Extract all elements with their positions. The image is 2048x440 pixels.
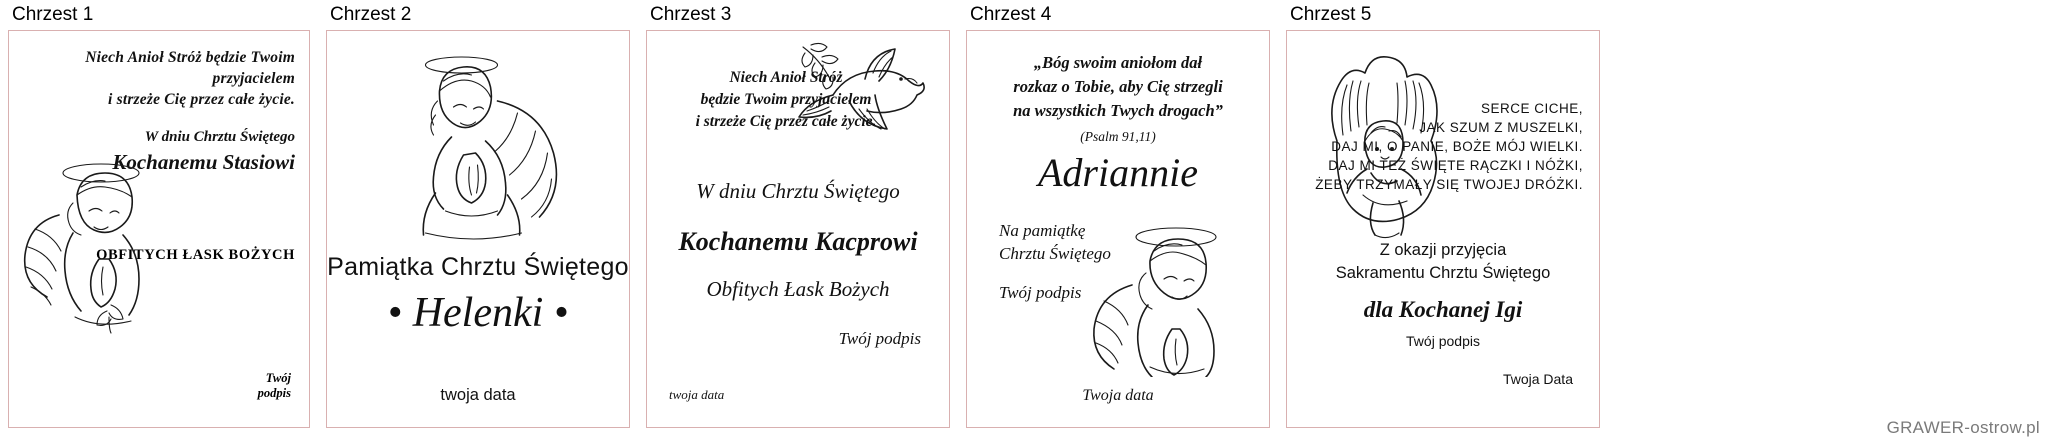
card2-title: Pamiątka Chrztu Świętego bbox=[327, 253, 629, 281]
slot-title-2: Chrzest 2 bbox=[330, 4, 412, 25]
card-chrzest-2[interactable] bbox=[326, 30, 630, 428]
card3-verse bbox=[661, 67, 911, 133]
card5-poem-line-1: SERCE CICHE, bbox=[1480, 101, 1583, 116]
slot-title-4: Chrzest 4 bbox=[970, 4, 1052, 25]
card3-signature: Twój podpis bbox=[838, 329, 921, 348]
card1-verse bbox=[9, 47, 295, 110]
card1-verse-line2: i strzeże Cię przez całe życie. bbox=[108, 91, 295, 108]
card1-wish: OBFITYCH ŁASK BOŻYCH bbox=[96, 247, 295, 263]
card3-wish: Obfitych Łask Bożych bbox=[706, 277, 890, 301]
card3-occasion: W dniu Chrztu Świętego bbox=[696, 179, 900, 203]
slot-title-1: Chrzest 1 bbox=[12, 4, 94, 25]
card3-verse-line1: Niech Anioł Stróż bbox=[729, 69, 843, 86]
card5-occasion-line1: Z okazji przyjęcia bbox=[1379, 241, 1507, 259]
card3-name: Kochanemu Kacprowi bbox=[678, 227, 918, 256]
card-chrzest-5[interactable] bbox=[1286, 30, 1600, 428]
card3-verse-line3: i strzeże Cię przez całe życie. bbox=[695, 113, 877, 130]
card2-date: twoja data bbox=[440, 386, 516, 404]
card-slot-4 bbox=[958, 0, 1278, 440]
card4-date: Twoja data bbox=[1082, 387, 1154, 404]
card5-poem-line-5: ŻEBY TRZYMAŁY SIĘ TWOJEJ DRÓŻKI. bbox=[1315, 177, 1583, 192]
card5-signature: Twój podpis bbox=[1406, 333, 1480, 349]
slot-title-5: Chrzest 5 bbox=[1290, 4, 1372, 25]
card5-poem bbox=[1315, 99, 1583, 194]
angel-praying-icon bbox=[15, 151, 190, 336]
slot-title-3: Chrzest 3 bbox=[650, 4, 732, 25]
card3-date: twoja data bbox=[669, 387, 725, 402]
card2-name: • Helenki • bbox=[387, 290, 569, 336]
card4-memo-line2: Chrztu Świętego bbox=[999, 244, 1111, 263]
angel-kneeling-icon bbox=[366, 43, 591, 243]
card4-memo-line1: Na pamiątkę bbox=[999, 221, 1086, 240]
card-chrzest-4[interactable] bbox=[966, 30, 1270, 428]
card4-signature: Twój podpis bbox=[999, 283, 1082, 302]
card3-verse-line2: będzie Twoim przyjacielem bbox=[700, 91, 872, 108]
card5-poem-line-2: JAK SZUM Z MUSZELKI, bbox=[1419, 120, 1583, 135]
card-slot-2 bbox=[318, 0, 638, 440]
card5-name: dla Kochanej Igi bbox=[1363, 297, 1523, 322]
card4-verse-line2: rozkaz o Tobie, aby Cię strzegli bbox=[1013, 77, 1223, 96]
card-chrzest-1[interactable] bbox=[8, 30, 310, 428]
card1-signature bbox=[258, 371, 291, 401]
card-slot-5 bbox=[1278, 0, 1608, 440]
watermark: GRAWER-ostrow.pl bbox=[1886, 418, 2040, 437]
card1-verse-line1: Niech Anioł Stróż będzie Twoim przyjacielem bbox=[85, 49, 295, 87]
card5-date: Twoja Data bbox=[1502, 371, 1573, 387]
card4-verse-line1: „Bóg swoim aniołom dał bbox=[1033, 53, 1203, 72]
card4-verse-line3: na wszystkich Twych drogach” bbox=[1013, 101, 1223, 120]
card-slot-3 bbox=[638, 0, 958, 440]
card4-verse bbox=[967, 51, 1269, 123]
card5-occasion bbox=[1287, 239, 1599, 285]
angel-head-icon bbox=[1080, 217, 1255, 377]
card-slot-1 bbox=[0, 0, 318, 440]
card1-occasion: W dniu Chrztu Świętego bbox=[144, 129, 295, 145]
card-chrzest-3[interactable] bbox=[646, 30, 950, 428]
card1-signature-line2: podpis bbox=[257, 386, 291, 400]
card5-occasion-line2: Sakramentu Chrztu Świętego bbox=[1335, 264, 1551, 282]
card4-name: Adriannie bbox=[1038, 150, 1198, 195]
card5-poem-line-3: DAJ MI, O PANIE, BOŻE MÓJ WIELKI. bbox=[1331, 139, 1583, 154]
card4-reference: (Psalm 91,11) bbox=[1080, 129, 1156, 144]
card1-name: Kochanemu Stasiowi bbox=[112, 150, 295, 174]
card5-poem-line-4: DAJ MI TEŻ ŚWIĘTE RĄCZKI I NÓŻKI, bbox=[1328, 158, 1583, 173]
card1-signature-line1: Twój bbox=[265, 371, 291, 385]
